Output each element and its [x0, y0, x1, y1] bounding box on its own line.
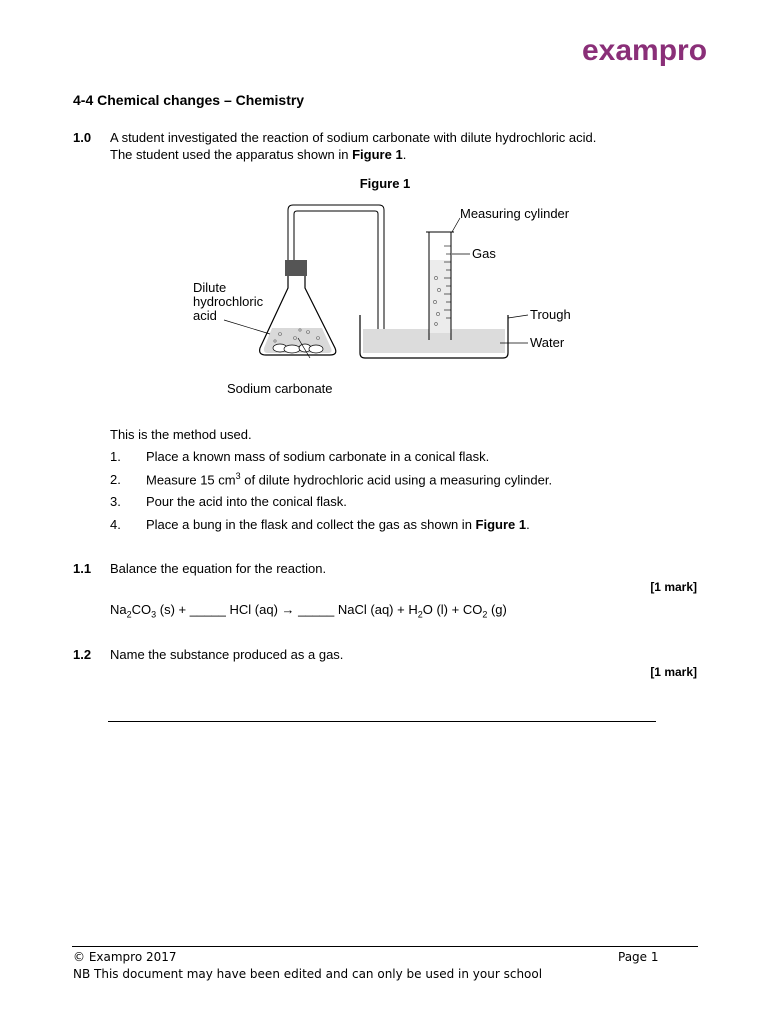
q1-0-line2-prefix: The student used the apparatus shown in	[110, 147, 353, 162]
q1-0-line2-suffix: .	[402, 147, 407, 162]
apparatus-diagram	[180, 198, 600, 398]
answer-line[interactable]	[108, 713, 656, 722]
eq-sub: 2	[126, 609, 132, 620]
footer-page-number: Page 1	[618, 950, 659, 964]
q1-2-text: Name the substance produced as a gas.	[110, 647, 344, 662]
eq-sub: 2	[417, 609, 423, 620]
step-text-b: of dilute hydrochloric acid using a measuring cylinder.	[240, 472, 553, 488]
label-measuring-cylinder: Measuring cylinder	[460, 206, 570, 221]
step-text: Pour the acid into the conical flask.	[146, 494, 347, 509]
method-step-3	[110, 494, 347, 509]
q1-0-figure-ref: Figure 1	[352, 147, 403, 162]
step-number: 4.	[110, 517, 121, 532]
label-water: Water	[530, 335, 565, 350]
q1-1-text: Balance the equation for the reaction.	[110, 561, 327, 576]
step-number: 1.	[110, 449, 121, 464]
label-gas: Gas	[472, 246, 496, 261]
question-number-1-1: 1.1	[73, 561, 92, 576]
eq-sub: 3	[151, 609, 157, 620]
eq-part1: (s) + _____ HCl (aq) → _____ NaCl (aq) + H	[156, 602, 418, 617]
step-text-a: Measure 15 cm	[146, 472, 236, 488]
step-number: 2.	[110, 472, 121, 488]
label-sodium-carbonate: Sodium carbonate	[227, 381, 333, 396]
question-number-1-2: 1.2	[73, 647, 92, 662]
exampro-logo	[578, 30, 728, 70]
conical-flask	[260, 260, 336, 355]
q1-0-line2	[110, 147, 406, 162]
step-number: 3.	[110, 494, 121, 509]
footer-note: NB This document may have been edited and can only be used in your school	[73, 967, 543, 981]
label-trough: Trough	[530, 307, 571, 322]
method-step-4	[110, 517, 530, 532]
method-step-2	[110, 471, 552, 487]
step-superscript: 3	[235, 471, 241, 481]
measuring-cylinder	[426, 232, 454, 340]
balance-equation	[110, 602, 507, 620]
figure-caption: Figure 1	[359, 176, 411, 191]
eq-na: Na	[110, 602, 127, 617]
logo-text: exampro	[582, 34, 708, 67]
q1-1-mark: [1 mark]	[650, 580, 697, 594]
q1-2-mark: [1 mark]	[650, 665, 697, 679]
eq-sub: 2	[482, 609, 488, 620]
method-step-1	[110, 449, 489, 464]
label-dilute-line2: hydrochloric	[193, 294, 264, 309]
step-text: Place a known mass of sodium carbonate in a conical flask.	[146, 449, 490, 464]
eq-part3: (g)	[487, 602, 507, 617]
question-number-1-0: 1.0	[73, 130, 92, 145]
eq-part2: O (l) + CO	[422, 602, 483, 617]
method-intro: This is the method used.	[110, 427, 252, 442]
bung	[285, 260, 307, 276]
page-title: 4-4 Chemical changes – Chemistry	[73, 92, 305, 108]
eq-co: CO	[131, 602, 152, 617]
label-dilute-line1: Dilute	[193, 280, 227, 295]
footer-divider	[72, 946, 698, 947]
step-figure-ref: Figure 1	[475, 517, 527, 532]
q1-0-line1: A student investigated the reaction of sodium carbonate with dilute hydrochloric acid.	[110, 130, 597, 145]
step-text-b: .	[526, 517, 530, 532]
label-dilute-line3: acid	[193, 308, 217, 323]
step-text-a: Place a bung in the flask and collect the gas as shown in	[146, 517, 476, 532]
footer-copyright: © Exampro 2017	[73, 950, 177, 964]
